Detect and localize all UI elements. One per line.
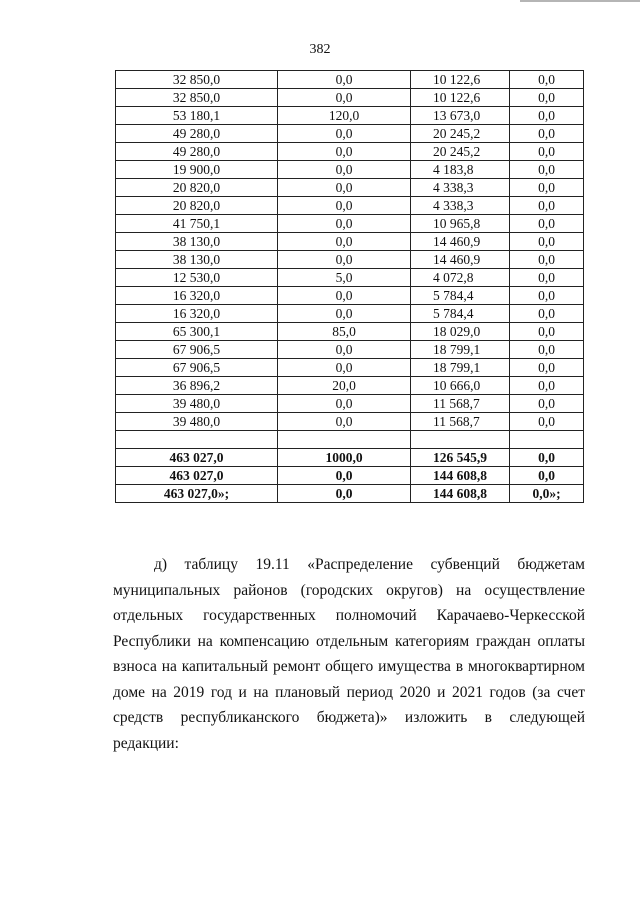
table-row bbox=[116, 71, 584, 89]
total-row bbox=[116, 449, 584, 467]
table-cell-col2: 0,0 bbox=[278, 305, 411, 323]
table-cell-col4: 0,0 bbox=[510, 341, 584, 359]
total-row bbox=[116, 467, 584, 485]
table-cell-col1: 463 027,0 bbox=[116, 449, 278, 467]
table-cell-col2: 0,0 bbox=[278, 359, 411, 377]
table-cell-col3: 20 245,2 bbox=[411, 143, 510, 161]
table-cell-col4: 0,0 bbox=[510, 197, 584, 215]
table-cell-col4: 0,0 bbox=[510, 449, 584, 467]
table-cell-col3: 144 608,8 bbox=[411, 485, 510, 503]
table-cell-col3: 4 338,3 bbox=[411, 197, 510, 215]
table-cell-col4: 0,0 bbox=[510, 89, 584, 107]
table-cell-col2: 0,0 bbox=[278, 125, 411, 143]
table-row bbox=[116, 89, 584, 107]
table-cell-col3: 20 245,2 bbox=[411, 125, 510, 143]
table-cell-col3: 4 183,8 bbox=[411, 161, 510, 179]
table-cell-col1: 53 180,1 bbox=[116, 107, 278, 125]
table-cell-col2: 0,0 bbox=[278, 467, 411, 485]
table-cell-col1: 12 530,0 bbox=[116, 269, 278, 287]
top-edge-rule bbox=[520, 0, 640, 2]
table-cell-col1 bbox=[116, 431, 278, 449]
table-cell-col3: 10 122,6 bbox=[411, 89, 510, 107]
table-cell-col1: 32 850,0 bbox=[116, 71, 278, 89]
table-cell-col2: 20,0 bbox=[278, 377, 411, 395]
table-cell-col3: 11 568,7 bbox=[411, 413, 510, 431]
table-row bbox=[116, 377, 584, 395]
table-cell-col2: 0,0 bbox=[278, 179, 411, 197]
table-cell-col1: 38 130,0 bbox=[116, 233, 278, 251]
table-cell-col1: 39 480,0 bbox=[116, 413, 278, 431]
table-row bbox=[116, 305, 584, 323]
table-cell-col4: 0,0 bbox=[510, 179, 584, 197]
table-row bbox=[116, 179, 584, 197]
table-cell-col4: 0,0 bbox=[510, 287, 584, 305]
table-cell-col1: 19 900,0 bbox=[116, 161, 278, 179]
table-cell-col4: 0,0 bbox=[510, 125, 584, 143]
table-cell-col1: 36 896,2 bbox=[116, 377, 278, 395]
table-cell-col3 bbox=[411, 431, 510, 449]
table-cell-col2: 0,0 bbox=[278, 161, 411, 179]
table-cell-col2: 0,0 bbox=[278, 251, 411, 269]
table-cell-col2: 0,0 bbox=[278, 413, 411, 431]
table-row bbox=[116, 233, 584, 251]
table-row bbox=[116, 395, 584, 413]
table-cell-col1: 16 320,0 bbox=[116, 305, 278, 323]
table-cell-col4: 0,0 bbox=[510, 233, 584, 251]
page-number: 382 bbox=[309, 42, 331, 57]
table-cell-col2: 0,0 bbox=[278, 287, 411, 305]
table-cell-col2: 0,0 bbox=[278, 197, 411, 215]
table-cell-col2: 85,0 bbox=[278, 323, 411, 341]
table-cell-col1: 67 906,5 bbox=[116, 341, 278, 359]
table-row bbox=[116, 125, 584, 143]
table-cell-col1: 463 027,0»; bbox=[116, 485, 278, 503]
table-cell-col3: 10 965,8 bbox=[411, 215, 510, 233]
table-cell-col4: 0,0 bbox=[510, 143, 584, 161]
table-row bbox=[116, 359, 584, 377]
table-cell-col2 bbox=[278, 431, 411, 449]
table-cell-col1: 41 750,1 bbox=[116, 215, 278, 233]
table-cell-col3: 18 029,0 bbox=[411, 323, 510, 341]
table-cell-col4: 0,0 bbox=[510, 377, 584, 395]
table-cell-col4: 0,0 bbox=[510, 269, 584, 287]
table-cell-col1: 49 280,0 bbox=[116, 143, 278, 161]
table-body bbox=[116, 71, 584, 503]
table-cell-col1: 32 850,0 bbox=[116, 89, 278, 107]
amendment-paragraph: д) таблицу 19.11 «Распределение субвенций бюджетам муниципальных районов (городских округов) на осуществление отдельных государственных полномочий Карачаево-Черкесской Республики на компенсацию отдельным категориям граждан оплаты взноса на капитальный ремонт общего имущества в многоквартирном доме на 2019 год и на плановый период 2020 и 2021 годов (за счет средств республиканского бюджета)» изложить в следующей редакции: bbox=[113, 556, 585, 752]
table-cell-col4: 0,0 bbox=[510, 71, 584, 89]
table-cell-col3: 14 460,9 bbox=[411, 233, 510, 251]
table-cell-col1: 49 280,0 bbox=[116, 125, 278, 143]
table-cell-col1: 20 820,0 bbox=[116, 197, 278, 215]
table-cell-col2: 0,0 bbox=[278, 233, 411, 251]
table-cell-col3: 18 799,1 bbox=[411, 341, 510, 359]
table-cell-col3: 10 666,0 bbox=[411, 377, 510, 395]
table-cell-col1: 16 320,0 bbox=[116, 287, 278, 305]
table-cell-col1: 38 130,0 bbox=[116, 251, 278, 269]
table-cell-col4: 0,0 bbox=[510, 323, 584, 341]
table-cell-col2: 120,0 bbox=[278, 107, 411, 125]
table-cell-col4 bbox=[510, 431, 584, 449]
table-cell-col1: 67 906,5 bbox=[116, 359, 278, 377]
table-cell-col3: 14 460,9 bbox=[411, 251, 510, 269]
data-table bbox=[115, 70, 584, 503]
table-cell-col2: 0,0 bbox=[278, 71, 411, 89]
table-row bbox=[116, 341, 584, 359]
table-cell-col4: 0,0 bbox=[510, 395, 584, 413]
table-row bbox=[116, 215, 584, 233]
table-cell-col2: 0,0 bbox=[278, 215, 411, 233]
table-cell-col2: 0,0 bbox=[278, 89, 411, 107]
table-cell-col4: 0,0 bbox=[510, 215, 584, 233]
table-cell-col3: 10 122,6 bbox=[411, 71, 510, 89]
table-cell-col2: 1000,0 bbox=[278, 449, 411, 467]
table-row bbox=[116, 143, 584, 161]
table-cell-col3: 4 338,3 bbox=[411, 179, 510, 197]
table-cell-col3: 18 799,1 bbox=[411, 359, 510, 377]
table-row bbox=[116, 287, 584, 305]
table-cell-col1: 20 820,0 bbox=[116, 179, 278, 197]
table-cell-col4: 0,0 bbox=[510, 251, 584, 269]
table-cell-col3: 13 673,0 bbox=[411, 107, 510, 125]
table-cell-col2: 5,0 bbox=[278, 269, 411, 287]
table-cell-col2: 0,0 bbox=[278, 395, 411, 413]
table-cell-col3: 5 784,4 bbox=[411, 287, 510, 305]
total-row bbox=[116, 485, 584, 503]
table-cell-col3: 11 568,7 bbox=[411, 395, 510, 413]
table-cell-col4: 0,0 bbox=[510, 305, 584, 323]
table-row bbox=[116, 431, 584, 449]
table-cell-col4: 0,0 bbox=[510, 161, 584, 179]
table-row bbox=[116, 197, 584, 215]
table-cell-col3: 4 072,8 bbox=[411, 269, 510, 287]
table-cell-col2: 0,0 bbox=[278, 341, 411, 359]
table-cell-col3: 144 608,8 bbox=[411, 467, 510, 485]
table-row bbox=[116, 413, 584, 431]
table-row bbox=[116, 161, 584, 179]
table-cell-col2: 0,0 bbox=[278, 143, 411, 161]
table-cell-col2: 0,0 bbox=[278, 485, 411, 503]
table-row bbox=[116, 107, 584, 125]
table-cell-col4: 0,0 bbox=[510, 359, 584, 377]
table-cell-col4: 0,0 bbox=[510, 413, 584, 431]
table-cell-col1: 39 480,0 bbox=[116, 395, 278, 413]
table-cell-col4: 0,0»; bbox=[510, 485, 584, 503]
table-cell-col4: 0,0 bbox=[510, 467, 584, 485]
table-cell-col3: 5 784,4 bbox=[411, 305, 510, 323]
table-cell-col3: 126 545,9 bbox=[411, 449, 510, 467]
table-cell-col1: 463 027,0 bbox=[116, 467, 278, 485]
table-row bbox=[116, 269, 584, 287]
table-row bbox=[116, 251, 584, 269]
table-cell-col4: 0,0 bbox=[510, 107, 584, 125]
table-cell-col1: 65 300,1 bbox=[116, 323, 278, 341]
table-row bbox=[116, 323, 584, 341]
